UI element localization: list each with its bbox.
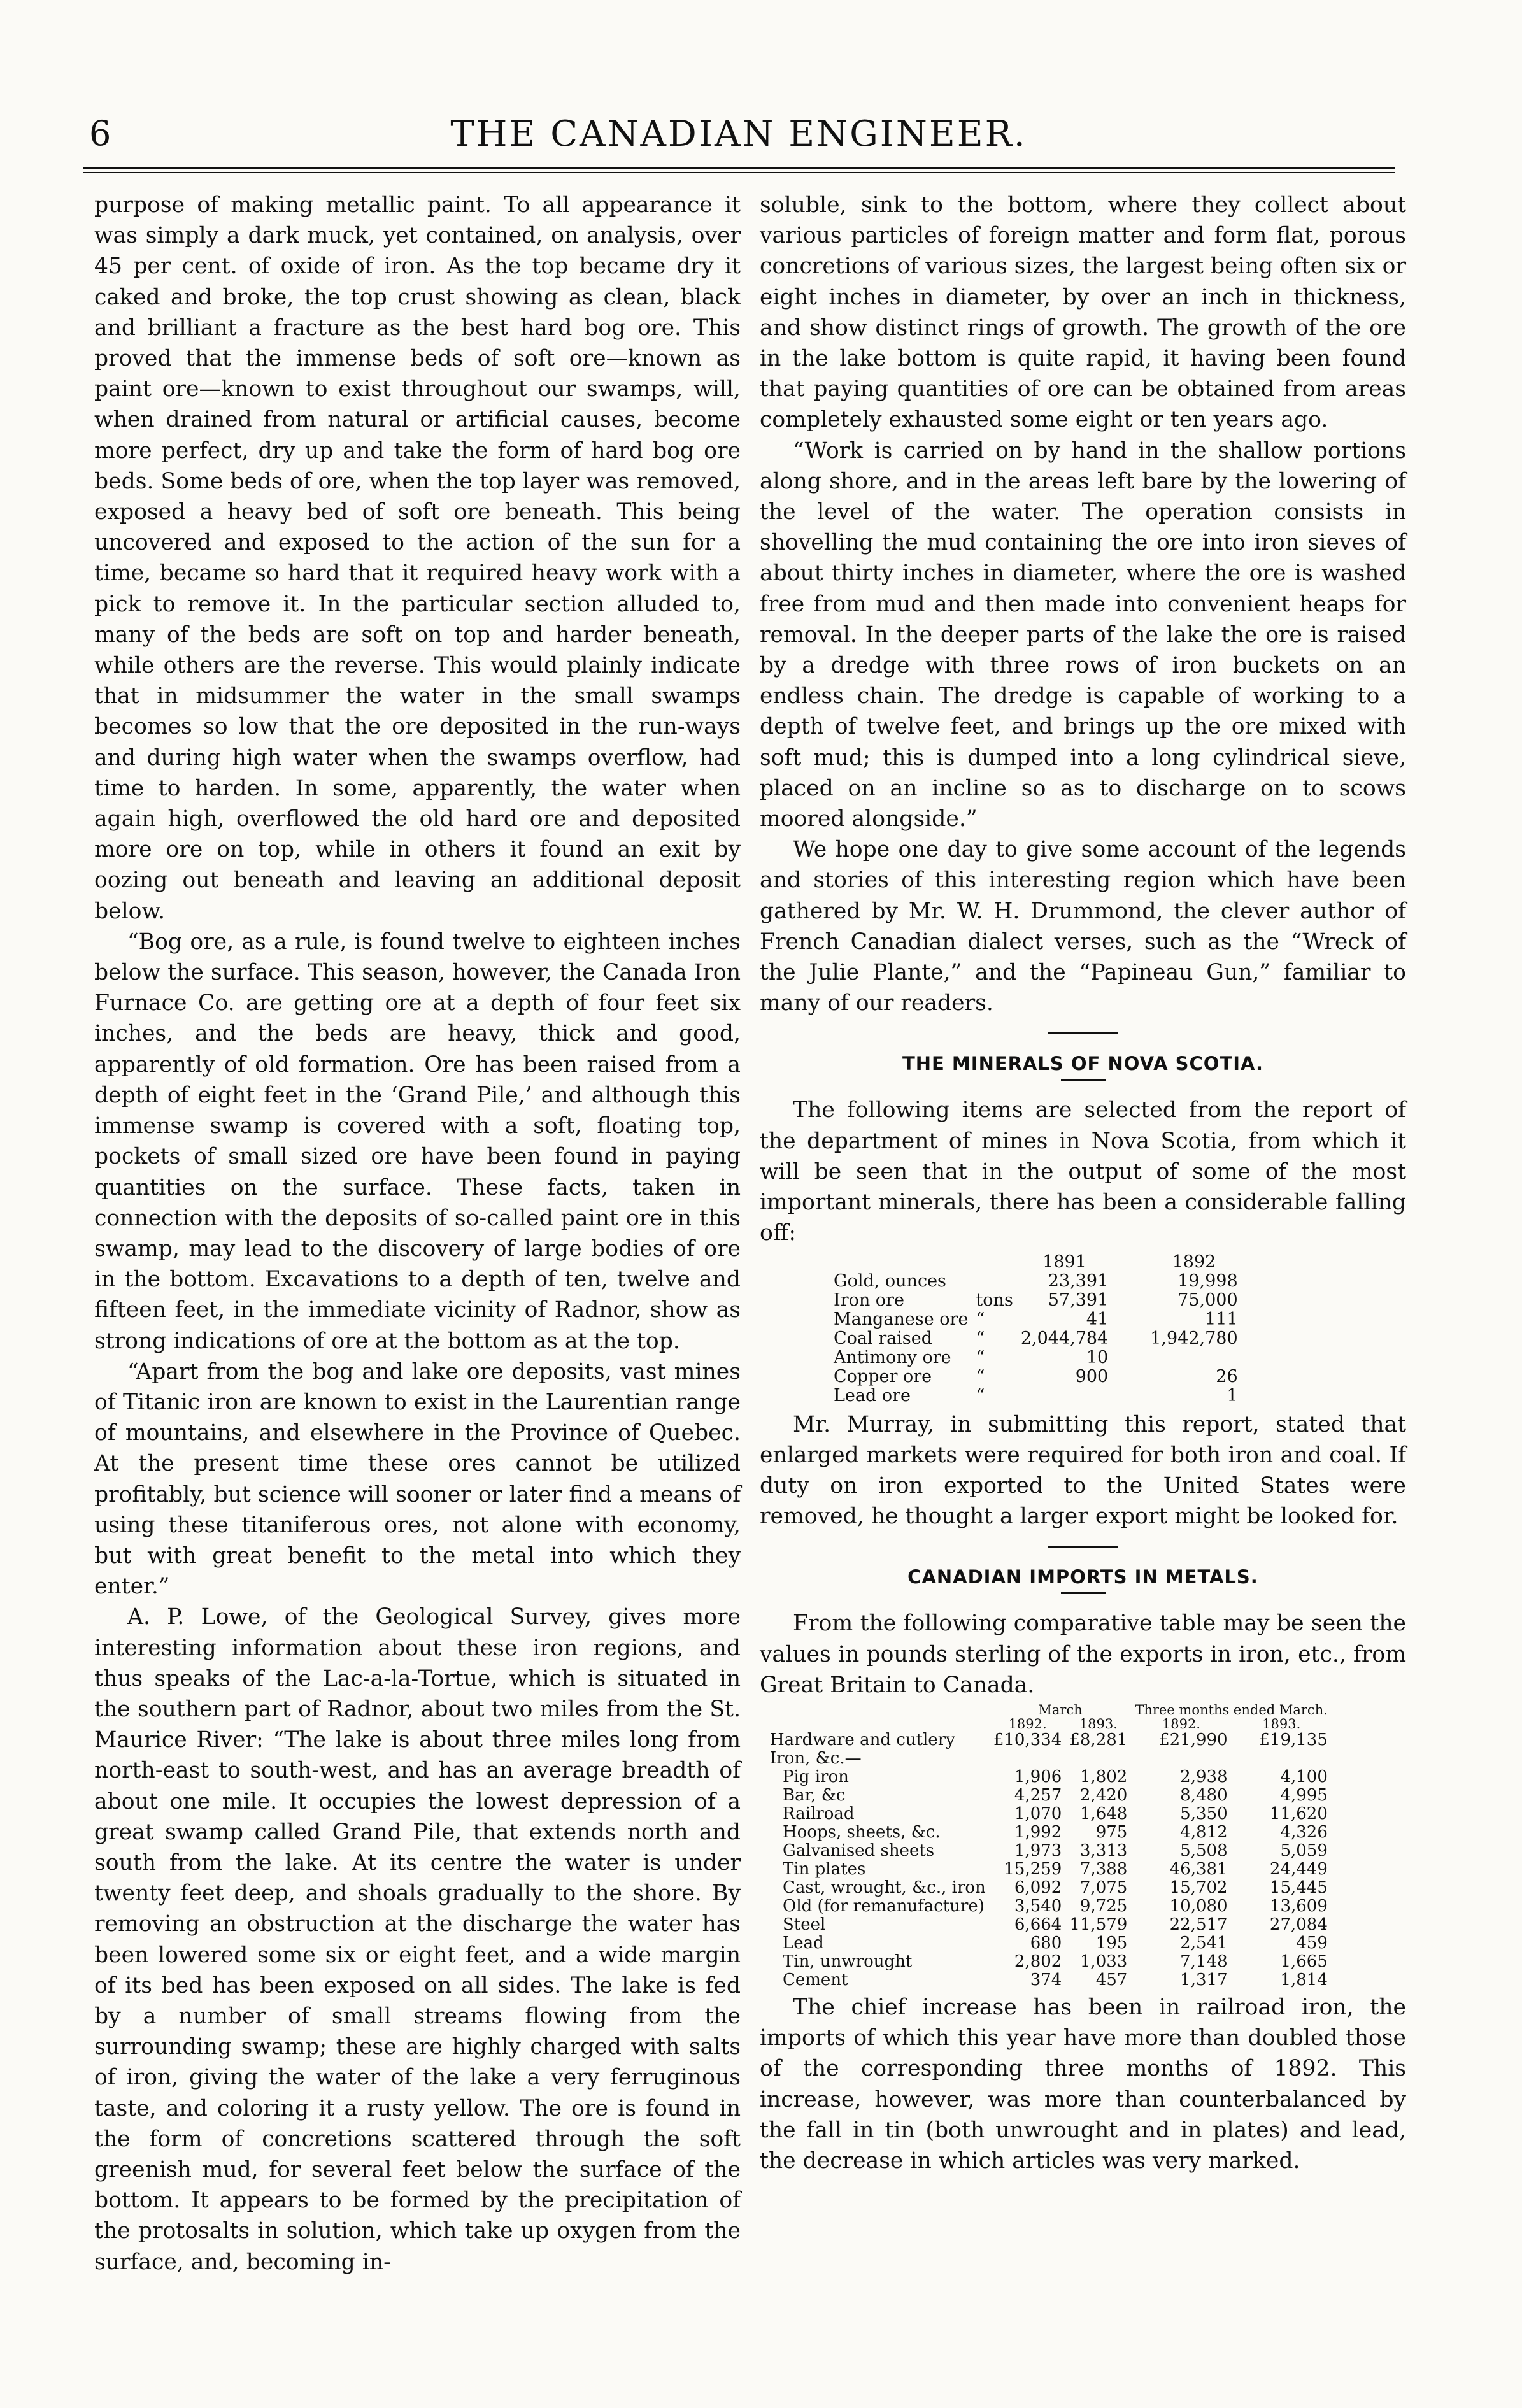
table-cell: 3,540 — [1014, 1896, 1062, 1916]
table-cell: “ — [976, 1385, 985, 1406]
minerals-after: Mr. Murray, in submitting this report, stated that enlarged markets were required for both iron and coal. If duty on iron exported to the United States were removed, he thought a larger export might be looked for. — [760, 1411, 1406, 1530]
table-cell — [1131, 1749, 1231, 1768]
table-cell: 19,998 — [1177, 1271, 1238, 1291]
table-cell — [972, 1272, 1016, 1291]
table-cell: 4,995 — [1280, 1785, 1328, 1805]
table-cell: 2,938 — [1180, 1767, 1228, 1786]
paragraph: “Bog ore, as a rule, is found twelve to eighteen inches below the surface. This season, however, the Canada Iron Furnace Co. are getting ore at a depth of four feet six inches, and the beds are heavy, thick and good, apparently of old formation. Ore has been raised from a depth of eight feet in the ‘Grand Pile,’ and although this immense swamp is covered with a soft, floating top, pockets of small sized ore have been found in paying quantities on the surface. These facts, taken in connection with the deposits of so-called paint ore in this swamp, may lead to the discovery of large bodies of ore in the bottom. Excavations to a depth of ten, twelve and fifteen feet, in the immediate vicinity of Radnor, show as strong indications of ore at the bottom as at the top. — [94, 929, 741, 1354]
table-cell: “ — [976, 1328, 985, 1348]
year-header: 1892. — [1008, 1716, 1047, 1732]
table-cell: 374 — [1030, 1970, 1062, 1990]
table-cell: 1,648 — [1079, 1804, 1128, 1823]
table-cell: £19,135 — [1259, 1730, 1328, 1749]
table-row — [766, 1842, 1332, 1860]
table-cell: “ — [976, 1347, 985, 1367]
table-cell: Iron, &c.— — [770, 1748, 862, 1768]
imports-title: CANADIAN IMPORTS IN METALS. — [907, 1566, 1258, 1588]
table-cell: 57,391 — [1048, 1290, 1109, 1310]
table-cell: £21,990 — [1159, 1730, 1228, 1749]
table-cell: Cast, wrought, &c., iron — [783, 1877, 986, 1897]
table-cell: 6,664 — [1014, 1914, 1062, 1934]
table-cell: 15,445 — [1269, 1877, 1328, 1897]
table-cell: 41 — [1086, 1309, 1109, 1329]
table-row — [830, 1310, 1242, 1329]
table-row — [766, 1805, 1332, 1823]
table-cell: 195 — [1095, 1933, 1128, 1953]
table-cell: 1,033 — [1079, 1951, 1128, 1971]
year-header: 1893. — [1262, 1716, 1301, 1732]
table-cell: 9,725 — [1079, 1896, 1128, 1916]
table-cell: 2,044,784 — [1020, 1328, 1109, 1348]
table-cell — [1065, 1749, 1131, 1768]
group-header: Three months ended March. — [1135, 1702, 1328, 1718]
table-cell: 24,449 — [1269, 1859, 1328, 1879]
year-header: 1892. — [1162, 1716, 1201, 1732]
page-header — [83, 113, 1395, 164]
group-header: March — [1038, 1702, 1083, 1718]
table-cell: 15,259 — [1004, 1859, 1062, 1879]
table-row — [766, 1768, 1332, 1786]
table-cell — [990, 1749, 1066, 1768]
table-row — [830, 1348, 1242, 1367]
table-cell: 46,381 — [1169, 1859, 1228, 1879]
table-cell: 5,508 — [1180, 1841, 1228, 1860]
table-cell: Antimony ore — [834, 1347, 951, 1367]
paragraph: purpose of making metallic paint. To all appearance it was simply a dark muck, yet contained, on analysis, over 45 per cent. of oxide of iron. As the top became dry it caked and broke, the top crust showing as clean, black and brilliant a fracture as the best hard bog ore. This proved that the immense beds of soft ore—known as paint ore—known to exist throughout our swamps, will, when drained from natural or artificial causes, become more perfect, dry up and take the form of hard bog ore beds. Some beds of ore, when the top layer was removed, exposed a heavy bed of soft ore beneath. This being uncovered and exposed to the action of the sun for a time, became so hard that it required heavy work with a pick to remove it. In the particular section alluded to, many of the beds are soft on top and harder beneath, while others are the reverse. This would plainly indicate that in midsummer the water in the small swamps becomes so low that the ore deposited in the run-ways and during high water when the swamps overflow, had time to harden. In some, apparently, the water when again high, overflowed the old hard ore and deposited more ore on top, while in others it found an exit by oozing out beneath and leaving an additional deposit below. — [94, 192, 741, 924]
table-cell: Lead — [783, 1933, 824, 1953]
table-cell: Copper ore — [834, 1366, 932, 1386]
table-row — [830, 1291, 1242, 1310]
table-cell: Pig iron — [783, 1767, 849, 1786]
table-cell: 75,000 — [1177, 1290, 1238, 1310]
paragraph: soluble, sink to the bottom, where they collect about various particles of foreign matter and form flat, porous concretions of various sizes, the largest being often six or eight inches in diameter, by over an inch in thickness, and show distinct rings of growth. The growth of the ore in the lake bottom is quite rapid, it having been found that paying quantities of ore can be obtained from areas completely exhausted some eight or ten years ago. — [760, 192, 1406, 433]
table-cell: 2,541 — [1180, 1933, 1228, 1953]
imports-intro: From the following comparative table may be seen the values in pounds sterling of the exports in iron, etc., from Great Britain to Canada. — [760, 1611, 1406, 1698]
table-cell: 459 — [1296, 1933, 1328, 1953]
table-cell: “ — [976, 1366, 985, 1386]
table-row — [766, 1823, 1332, 1842]
table-cell: 1,906 — [1014, 1767, 1062, 1786]
table-cell: Lead ore — [834, 1385, 911, 1406]
table-row — [766, 1934, 1332, 1953]
table-cell: 27,084 — [1269, 1914, 1328, 1934]
table-cell — [1112, 1348, 1241, 1367]
table-row — [766, 1971, 1332, 1990]
header-rule-thin — [83, 172, 1395, 173]
year-header: 1892 — [1172, 1251, 1216, 1272]
table-cell: Hoops, sheets, &c. — [783, 1822, 941, 1842]
paragraph: “Apart from the bog and lake ore deposits, vast mines of Titanic iron are known to exist in the Laurentian range of mountains, and elsewhere in the Province of Quebec. At the present time these ores cannot be utilized profitably, but science will sooner or later find a means of using these titaniferous ores, not alone with economy, but with great benefit to the metal into which they enter.” — [94, 1358, 741, 1600]
table-row — [766, 1731, 1332, 1749]
group-header-row — [766, 1703, 1332, 1717]
journal-title: THE CANADIAN ENGINEER. — [450, 113, 1027, 155]
table-cell: £8,281 — [1069, 1730, 1128, 1749]
table-cell: Cement — [783, 1970, 848, 1990]
table-cell: 4,812 — [1180, 1822, 1228, 1842]
table-cell: 3,313 — [1079, 1841, 1128, 1860]
table-cell: 1,317 — [1180, 1970, 1228, 1990]
table-cell: Tin, unwrought — [783, 1951, 913, 1971]
minerals-intro: The following items are selected from the report of the department of mines in Nova Scotia, from which it will be seen that in the output of some of the most important minerals, there has been a considerable falling off: — [760, 1097, 1406, 1246]
table-cell: 1,070 — [1014, 1804, 1062, 1823]
table-cell: 10,080 — [1169, 1896, 1228, 1916]
table-cell: 2,420 — [1079, 1785, 1128, 1805]
table-cell: £10,334 — [993, 1730, 1062, 1749]
table-row — [830, 1367, 1242, 1386]
imports-after: The chief increase has been in railroad iron, the imports of which this year have more than doubled those of the corresponding three months of 1892. This increase, however, was more than counterbalanced by the fall in tin (both unwrought and in plates) and lead, the decrease in which articles was very marked. — [760, 1994, 1406, 2174]
table-row — [830, 1386, 1242, 1406]
paragraph: We hope one day to give some account of the legends and stories of this interesting region which have been gathered by Mr. W. H. Drummond, the clever author of French Canadian dialect verses, such as the “Wreck of the Julie Plante,” and the “Papineau Gun,” familiar to many of our readers. — [760, 837, 1406, 1016]
table-row — [830, 1272, 1242, 1291]
table-row — [830, 1329, 1242, 1348]
table-cell: 6,092 — [1014, 1877, 1062, 1897]
table-row — [766, 1916, 1332, 1934]
table-cell: 1,973 — [1014, 1841, 1062, 1860]
table-cell: Tin plates — [783, 1859, 866, 1879]
year-header: 1893. — [1079, 1716, 1118, 1732]
table-cell: 23,391 — [1048, 1271, 1109, 1291]
header-rule — [83, 167, 1395, 169]
table-cell: 457 — [1095, 1970, 1128, 1990]
table-row — [766, 1860, 1332, 1879]
table-cell: 1,665 — [1280, 1951, 1328, 1971]
paragraph: “Work is carried on by hand in the shallow portions along shore, and in the areas left bare by the lowering of the level of the water. The operation consists in shovelling the mud containing the ore into iron sieves of about thirty inches in diameter, where the ore is washed free from mud and then made into convenient heaps for removal. In the deeper parts of the lake the ore is raised by a dredge with three rows of iron buckets on an endless chain. The dredge is capable of working to a depth of twelve feet, and brings up the ore mixed with soft mud; this is dumped into a long cylindrical sieve, placed on an incline so as to discharge on to scows moored alongside.” — [760, 438, 1406, 832]
table-cell: 2,802 — [1014, 1951, 1062, 1971]
table-cell: 680 — [1030, 1933, 1062, 1953]
table-cell: 1,814 — [1280, 1970, 1328, 1990]
table-cell: 1,992 — [1014, 1822, 1062, 1842]
table-cell — [1232, 1749, 1332, 1768]
table-row — [766, 1786, 1332, 1805]
imports-table — [766, 1703, 1332, 1990]
table-cell: 11,620 — [1269, 1804, 1328, 1823]
table-cell: Bar, &c — [783, 1785, 846, 1805]
table-cell: 1,942,780 — [1150, 1328, 1238, 1348]
table-cell: Iron ore — [834, 1290, 904, 1310]
table-cell: 7,388 — [1079, 1859, 1128, 1879]
right-column — [760, 190, 1406, 2176]
paragraph: A. P. Lowe, of the Geological Survey, gives more interesting information about these iron regions, and thus speaks of the Lac-a-la-Tortue, which is situated in the southern part of Radnor, about two miles from the St. Maurice River: “The lake is about three miles long from north-east to south-west, and has an average breadth of about one mile. It occupies the lowest depression of a great swamp called Grand Pile, that extends north and south from the lake. At its centre the water is under twenty feet deep, and shoals gradually to the shore. By removing an obstruction at the discharge the water has been lowered some six or eight feet, and a wide margin of its bed has been exposed on all sides. The lake is fed by a number of small streams flowing from the surrounding swamp; these are highly charged with salts of iron, giving the water of the lake a very ferruginous taste, and coloring it a rusty yellow. The ore is found in the form of concretions scattered through the soft greenish mud, for several feet below the surface of the bottom. It appears to be formed by the precipitation of the protosalts in solution, which take up oxygen from the surface, and, becoming in- — [94, 1604, 741, 2275]
table-row — [766, 1953, 1332, 1971]
table-cell: Gold, ounces — [834, 1271, 946, 1291]
left-column — [94, 190, 741, 2277]
table-cell: 1 — [1227, 1385, 1238, 1406]
table-row — [766, 1879, 1332, 1897]
table-cell: Steel — [783, 1914, 826, 1934]
table-cell: 7,148 — [1180, 1951, 1228, 1971]
table-cell: 5,350 — [1180, 1804, 1228, 1823]
table-cell: 4,100 — [1280, 1767, 1328, 1786]
table-row — [766, 1897, 1332, 1916]
table-cell — [1017, 1386, 1112, 1406]
table-cell: 26 — [1216, 1366, 1238, 1386]
page-number: 6 — [89, 113, 111, 153]
table-cell: Railroad — [783, 1804, 855, 1823]
table-cell: 975 — [1095, 1822, 1128, 1842]
minerals-table — [830, 1253, 1242, 1406]
table-cell: Old (for remanufacture) — [783, 1896, 985, 1916]
table-cell: 15,702 — [1169, 1877, 1228, 1897]
table-cell: 4,326 — [1280, 1822, 1328, 1842]
table-cell: 1,802 — [1079, 1767, 1128, 1786]
table-cell: Hardware and cutlery — [770, 1730, 955, 1749]
table-cell: 8,480 — [1180, 1785, 1228, 1805]
table-header-row — [830, 1253, 1242, 1272]
table-cell: Manganese ore — [834, 1309, 969, 1329]
table-cell: 11,579 — [1069, 1914, 1128, 1934]
table-cell: 4,257 — [1014, 1785, 1062, 1805]
year-header: 1891 — [1042, 1251, 1086, 1272]
table-row — [766, 1749, 1332, 1768]
table-cell: Coal raised — [834, 1328, 932, 1348]
table-cell: tons — [976, 1290, 1013, 1310]
table-cell: “ — [976, 1309, 985, 1329]
table-cell: 13,609 — [1269, 1896, 1328, 1916]
minerals-title: THE MINERALS OF NOVA SCOTIA. — [902, 1053, 1264, 1075]
table-cell: 111 — [1205, 1309, 1238, 1329]
table-cell: 5,059 — [1280, 1841, 1328, 1860]
table-cell: 900 — [1075, 1366, 1109, 1386]
table-cell: 7,075 — [1079, 1877, 1128, 1897]
year-header-row — [766, 1717, 1332, 1731]
table-cell: 10 — [1086, 1347, 1109, 1367]
table-cell: 22,517 — [1169, 1914, 1228, 1934]
table-cell: Galvanised sheets — [783, 1841, 935, 1860]
